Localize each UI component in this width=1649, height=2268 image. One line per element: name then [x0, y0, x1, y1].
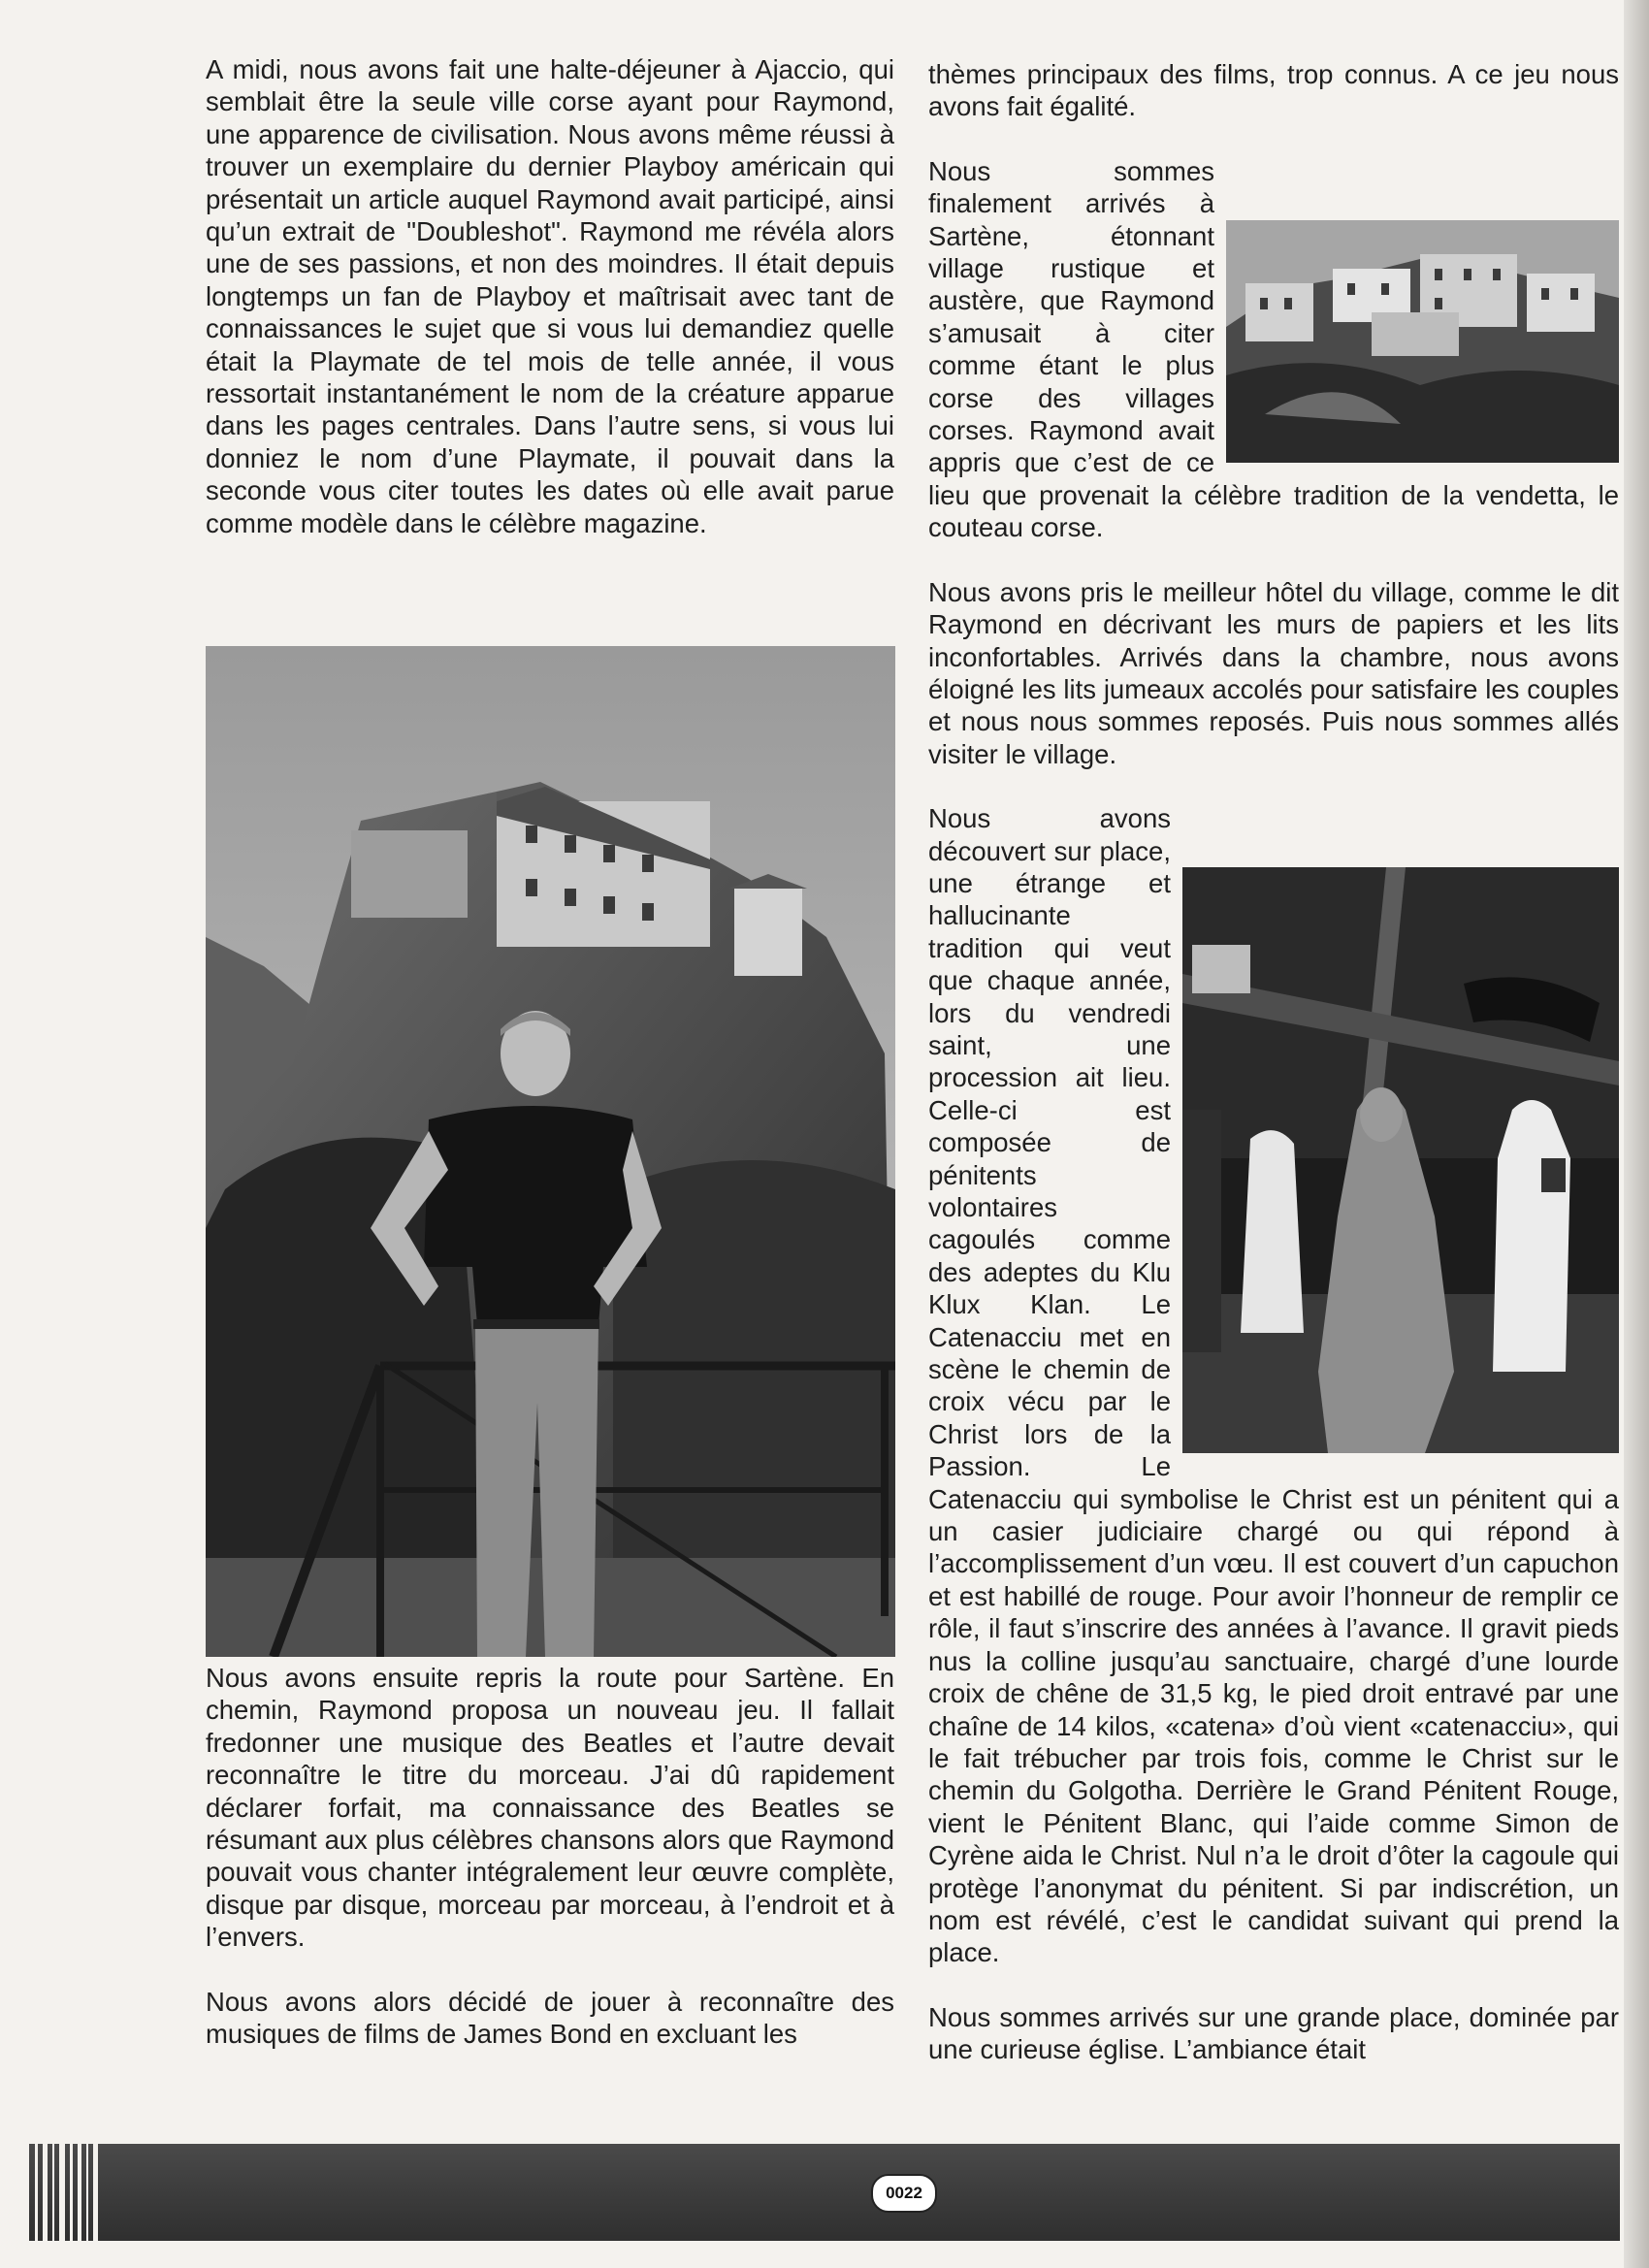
paragraph-catenacciu: Nous avons découvert sur place, une étrange et hallucinante tradition qui veut que chaque année, lors du vendredi saint, une procession ait lieu. Celle-ci est composée de pénitents volontaires cagoulés comme des adeptes du Klu Klux Klan. Le Catenacciu met en scène le chemin de croix vécu par le Christ lors de la Passion. Le Catenacciu qui symbolise le Christ est un pénitent qui a un casier judiciaire chargé ou qui répond à l’accomplissement d’un vœu. Il est couvert d’un capuchon et est habillé de rouge. Pour avoir l’honneur de remplir ce rôle, il faut s’inscrire des années à l’avance. Il gravit pieds nus la colline jusqu’au sanctuaire, chargé d’une lourde croix de chêne de 31,5 kg, le pied droit entravé par une chaîne de 14 kilos, «catena» d’où vient «catenacciu», qui le fait trébucher par trois fois, comme le Christ sur le chemin du Golgotha. Derrière le Grand Pénitent Rouge, vient le Pénitent Blanc, qui l’aide comme Simon de Cyrène aida le Christ. Nul n’a le droit d’ôter la cagoule qui protège l’anonymat du pénitent. Si par indiscrétion, un nom est révélé, c’est le candidat suivant qui prend la place.: [928, 803, 1619, 1968]
paragraph-egalite: thèmes principaux des films, trop connus. A ce jeu nous avons fait égalité.: [928, 59, 1619, 122]
left-column-lower: [206, 1662, 894, 2050]
procession-block: [928, 802, 1619, 1969]
page-edge: [1624, 0, 1649, 2268]
footer-barcode-stripes: [29, 2144, 103, 2241]
paragraph-sartene-route: Nous avons ensuite repris la route pour Sartène. En chemin, Raymond proposa un nouveau jeu. Il fallait fredonner une musique des Beatles et l’autre devait reconnaître le titre du morceau. J’ai dû rapidement déclarer forfait, ma connaissance des Beatles se résumant aux plus célèbres chansons alors que Raymond pouvait vous chanter intégralement leur œuvre complète, disque par disque, morceau par morceau, à l’endroit et à l’envers.: [206, 1663, 894, 1953]
paragraph-hotel: Nous avons pris le meilleur hôtel du village, comme le dit Raymond en décrivant les murs de papiers et les lits inconfortables. Arrivés dans la chambre, nous avons éloigné les lits jumeaux accolés pour satisfaire les couples et nous nous sommes reposés. Puis nous sommes allés visiter le village.: [928, 576, 1619, 769]
paragraph-grande-place: Nous sommes arrivés sur une grande place, dominée par une curieuse église. L’ambiance était: [928, 2001, 1619, 2065]
paragraph-sartene: Nous sommes finalement arrivés à Sartène, étonnant village rustique et austère, que Raymond s’amusait à citer comme étant le plus corse des villages corses. Raymond avait appris que c’est de ce lieu que provenait la célèbre tradition de la vendetta, le couteau corse.: [928, 155, 1619, 543]
page-number: 0022: [871, 2174, 937, 2213]
sartene-block: [928, 155, 1619, 544]
footer-bar: [29, 2144, 1620, 2241]
paragraph-ajaccio: A midi, nous avons fait une halte-déjeuner à Ajaccio, qui semblait être la seule ville corse ayant pour Raymond, une apparence de civilisation. Nous avons même réussi à trouver un exemplaire du dernier Playboy américain qui présentait un article auquel Raymond avait participé, ainsi qu’un extrait de "Doubleshot". Raymond me révéla alors une de ses passions, et non des moindres. Il était depuis longtemps un fan de Playboy et maîtrisait avec tant de connaissances le sujet que si vous lui demandiez quelle était la Playmate de tel mois de telle année, il vous ressortait instantanément le nom de la créature apparue dans les pages centrales. Dans l’autre sens, si vous lui donniez le nom d’une Playmate, il pouvait dans la seconde vous citer toutes les dates où elle avait parue comme modèle dans le célèbre magazine.: [206, 54, 894, 538]
photo-man-at-citadel: [206, 646, 895, 1657]
photo-sartene-village: [1226, 220, 1619, 463]
paragraph-james-bond: Nous avons alors décidé de jouer à reconnaître des musiques de films de James Bond en excluant les: [206, 1986, 894, 2050]
photo-penitents-procession: [1182, 867, 1619, 1453]
left-column: [206, 53, 894, 539]
right-column: [928, 58, 1619, 2066]
